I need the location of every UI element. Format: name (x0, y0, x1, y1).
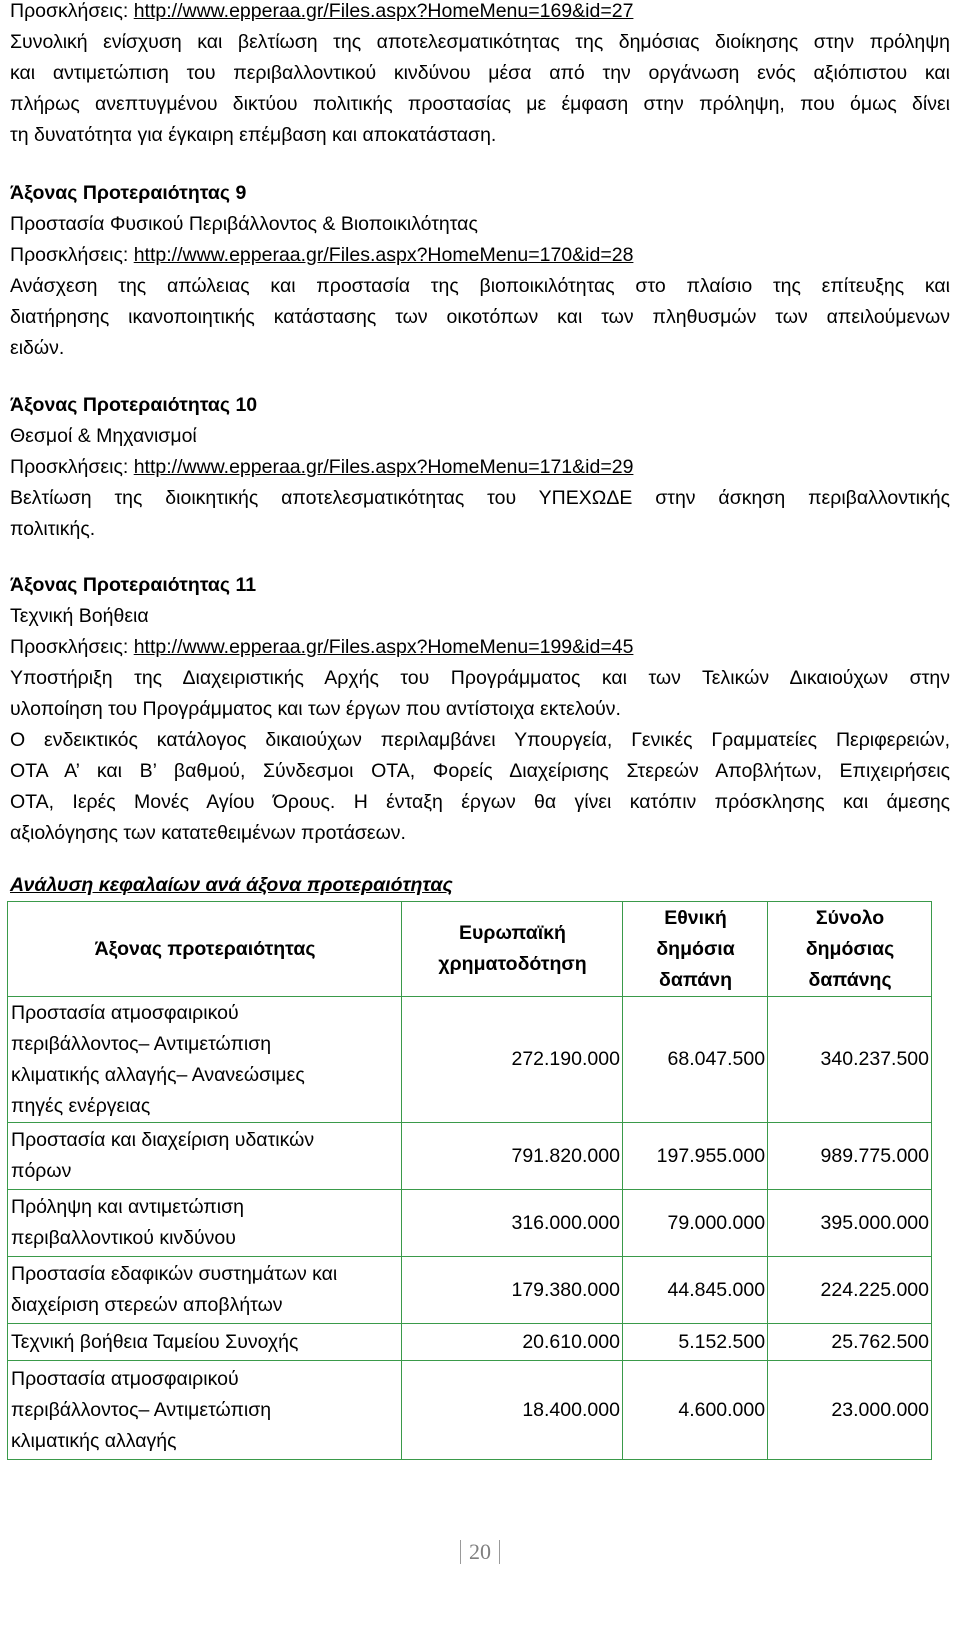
paragraph-line: Υποστήριξη της Διαχειριστικής Αρχής του Προγράμματος και των Τελικών Δικαιούχων στην (10, 667, 950, 689)
paragraph-line: Ο ενδεικτικός κατάλογος δικαιούχων περιλαμβάνει Υπουργεία, Γενικές Γραμματείες Περιφερειών, (10, 729, 950, 751)
eu-funding-cell: 20.610.000 (402, 1324, 623, 1361)
paragraph-line: Συνολική ενίσχυση και βελτίωση της αποτελεσματικότητας της δημόσιας διοίκησης στην πρόληψη (10, 31, 950, 53)
total-expenditure-cell: 340.237.500 (768, 997, 932, 1123)
eu-funding-cell: 272.190.000 (402, 997, 623, 1123)
page-number-footer (0, 1537, 960, 1565)
paragraph-line: Ανάσχεση της απώλειας και προστασία της βιοποικιλότητας στο πλαίσιο της επίτευξης και (10, 275, 950, 297)
axis-section-10 (10, 390, 950, 545)
axis-subtitle: Τεχνική Βοήθεια (10, 605, 149, 627)
total-expenditure-cell: 25.762.500 (768, 1324, 932, 1361)
axis-subtitle: Προστασία Φυσικού Περιβάλλοντος & Βιοποικιλότητας (10, 213, 478, 235)
national-expenditure-cell: 79.000.000 (622, 1190, 767, 1257)
table-row (8, 1190, 932, 1257)
analysis-title: Ανάλυση κεφαλαίων ανά άξονα προτεραιότητας (10, 874, 453, 896)
eu-funding-cell: 179.380.000 (402, 1257, 623, 1324)
calls-label: Προσκλήσεις: (10, 636, 134, 658)
national-expenditure-cell: 68.047.500 (622, 997, 767, 1123)
national-expenditure-cell: 197.955.000 (622, 1123, 767, 1190)
paragraph-line: αξιολόγησης των κατατεθειμένων προτάσεων. (10, 822, 406, 844)
row-label: Προστασία και διαχείριση υδατικών πόρων (8, 1123, 402, 1190)
calls-label: Προσκλήσεις: (10, 0, 134, 22)
header-eu-funding: Ευρωπαϊκή χρηματοδότηση (402, 902, 623, 997)
paragraph-line: ΟΤΑ, Ιερές Μονές Αγίου Όρους. Η ένταξη έργων θα γίνει κατόπιν πρόσκλησης και άμεσης (10, 791, 950, 813)
total-expenditure-cell: 989.775.000 (768, 1123, 932, 1190)
divider (460, 1540, 461, 1564)
page-number: 20 (469, 1538, 491, 1564)
table-row (8, 1324, 932, 1361)
calls-line (10, 632, 950, 663)
calls-line (10, 0, 633, 27)
paragraph-line: Βελτίωση της διοικητικής αποτελεσματικότητας του ΥΠΕΧΩΔΕ στην άσκηση περιβαλλοντικής (10, 487, 950, 509)
axis-title: Άξονας Προτεραιότητας 11 (10, 574, 257, 596)
table-header-row (8, 902, 932, 997)
calls-label: Προσκλήσεις: (10, 244, 134, 266)
eu-funding-cell: 791.820.000 (402, 1123, 623, 1190)
header-national-expenditure: Εθνική δημόσια δαπάνη (622, 902, 767, 997)
calls-link[interactable]: http://www.epperaa.gr/Files.aspx?HomeMenu=171&id=29 (133, 456, 634, 478)
paragraph-line: υλοποίηση του Προγράμματος και των έργων που αντίστοιχα εκτελούν. (10, 698, 621, 720)
axis-section-9 (10, 178, 950, 364)
row-label: Προστασία εδαφικών συστημάτων και διαχείριση στερεών αποβλήτων (8, 1257, 402, 1324)
paragraph-line: τη δυνατότητα για έγκαιρη επέμβαση και αποκατάσταση. (10, 124, 497, 146)
national-expenditure-cell: 5.152.500 (622, 1324, 767, 1361)
national-expenditure-cell: 44.845.000 (622, 1257, 767, 1324)
table-row (8, 1123, 932, 1190)
table-row (8, 1257, 932, 1324)
axis-title: Άξονας Προτεραιότητας 10 (10, 394, 258, 416)
total-expenditure-cell: 23.000.000 (768, 1361, 932, 1460)
total-expenditure-cell: 224.225.000 (768, 1257, 932, 1324)
row-label: Τεχνική βοήθεια Ταμείου Συνοχής (8, 1324, 402, 1361)
calls-link[interactable]: http://www.epperaa.gr/Files.aspx?HomeMenu=170&id=28 (133, 244, 634, 266)
calls-link[interactable]: http://www.epperaa.gr/Files.aspx?HomeMenu=199&id=45 (133, 636, 634, 658)
paragraph-line: και αντιμετώπιση του περιβαλλοντικού κινδύνου μέσα από την οργάνωση ενός αξιόπιστου και (10, 62, 950, 84)
paragraph-line: ειδών. (10, 337, 65, 359)
intro-paragraph (10, 27, 950, 151)
header-total-expenditure: Σύνολο δημόσιας δαπάνης (768, 902, 932, 997)
row-label: Προστασία ατμοσφαιρικού περιβάλλοντος– Αντιμετώπιση κλιματικής αλλαγής– Ανανεώσιμες πηγές ενέργειας (8, 997, 402, 1123)
row-label: Πρόληψη και αντιμετώπιση περιβαλλοντικού κινδύνου (8, 1190, 402, 1257)
paragraph-line: πολιτικής. (10, 518, 96, 540)
eu-funding-cell: 316.000.000 (402, 1190, 623, 1257)
calls-label: Προσκλήσεις: (10, 456, 134, 478)
calls-line (10, 240, 950, 271)
paragraph-line: πλήρως ανεπτυγμένου δικτύου πολιτικής προστασίας με έμφαση στην πρόληψη, που όμως δίνει (10, 93, 950, 115)
table-row (8, 1361, 932, 1460)
axis-section-11 (10, 570, 950, 849)
national-expenditure-cell: 4.600.000 (622, 1361, 767, 1460)
axis-subtitle: Θεσμοί & Μηχανισμοί (10, 425, 197, 447)
budget-table (7, 901, 932, 1460)
paragraph-line: ΟΤΑ Α’ και Β’ βαθμού, Σύνδεσμοι ΟΤΑ, Φορείς Διαχείρισης Στερεών Αποβλήτων, Επιχειρήσεις (10, 760, 950, 782)
calls-link[interactable]: http://www.epperaa.gr/Files.aspx?HomeMenu=169&id=27 (133, 0, 634, 22)
calls-line (10, 452, 950, 483)
header-axis: Άξονας προτεραιότητας (8, 902, 402, 997)
table-row (8, 997, 932, 1123)
row-label: Προστασία ατμοσφαιρικού περιβάλλοντος– Αντιμετώπιση κλιματικής αλλαγής (8, 1361, 402, 1460)
axis-title: Άξονας Προτεραιότητας 9 (10, 182, 247, 204)
divider (499, 1540, 500, 1564)
total-expenditure-cell: 395.000.000 (768, 1190, 932, 1257)
eu-funding-cell: 18.400.000 (402, 1361, 623, 1460)
paragraph-line: διατήρησης ικανοποιητικής κατάστασης των οικοτόπων και των πληθυσμών των απειλούμενων (10, 306, 950, 328)
